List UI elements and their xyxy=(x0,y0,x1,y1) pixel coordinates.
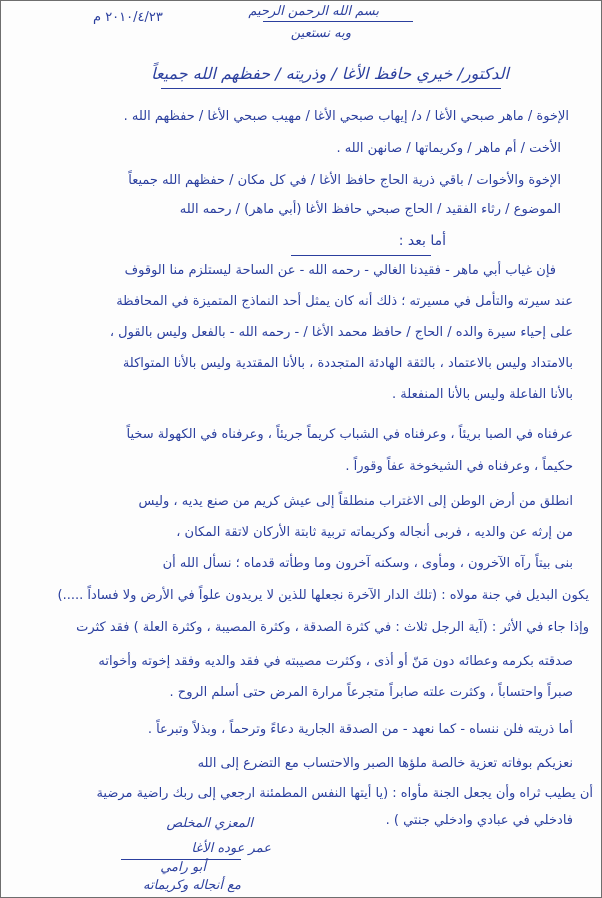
body-line: عرفناه في الصبا بريئاً ، وعرفناه في الشباب كريماً جريئاً ، وعرفناه في الكهولة سخياً xyxy=(126,427,573,442)
body-line: انطلق من أرض الوطن إلى الاغتراب منطلقاً إلى عيش كريم من صنع يديه ، وليس xyxy=(138,494,573,509)
basmala: بسم الله الرحمن الرحيم xyxy=(248,4,379,19)
signature-label: المعزي المخلص xyxy=(166,816,253,831)
body-line: أن يطيب ثراه وأن يجعل الجنة مأواه : (يا أيتها النفس المطمئنة ارجعي إلى ربك راضية مرضية xyxy=(96,786,593,801)
family-line: الإخوة والأخوات / باقي ذرية الحاج حافظ الأغا / في كل مكان / حفظهم الله جميعاً xyxy=(128,173,561,188)
body-line: بالامتداد وليس بالاعتماد ، بالثقة الهادئة المتجددة ، بالأنا المقتدية وليس بالأنا المتواكلة xyxy=(122,356,573,371)
invocation: وبه نستعين xyxy=(290,26,351,41)
amma-baad: أما بعد : xyxy=(398,233,446,249)
subject-line: الموضوع / رثاء الفقيد / الحاج صبحي حافظ الأغا (أبي ماهر) / رحمه الله xyxy=(179,202,561,217)
sister-line: الأخت / أم ماهر / وكريماتها / صانهن الله . xyxy=(336,141,561,156)
signature-with: مع أنجاله وكريماته xyxy=(143,878,241,893)
body-line: على إحياء سيرة والده / الحاج / حافظ محمد الأغا / - رحمه الله - بالفعل وليس بالقول ، xyxy=(109,325,573,340)
main-addressee: الدكتور/ خيري حافظ الأغا / وذريته / حفظهم الله جميعاً xyxy=(151,64,509,83)
signature-name: عمر عوده الأغا xyxy=(191,841,271,856)
basmala-underline xyxy=(263,21,413,22)
letter-date: ٢٠١٠/٤/٢٣ م xyxy=(93,10,163,25)
body-line: بالأنا الفاعلة وليس بالأنا المنفعلة . xyxy=(392,387,573,402)
body-line: صدقته بكرمه وعطائه دون مَنّ أو أذى ، وكثرت مصيبته في فقد والديه وفقد إخوته وأخواته xyxy=(98,654,573,669)
body-line: وإذا جاء في الأثر : (آية الرجل ثلاث : في كثرة الصدقة ، وكثرة المصيبة ، وكثرة العلة ) فقد كثرت xyxy=(76,620,589,635)
body-line: نعزيكم بوفاته تعزية خالصة ملؤها الصبر والاحتساب مع التضرع إلى الله xyxy=(197,756,573,771)
brothers-line: الإخوة / ماهر صبحي الأغا / د/ إيهاب صبحي الأغا / مهيب صبحي الأغا / حفظهم الله . xyxy=(123,109,569,124)
body-line: من إرثه عن والديه ، فربى أنجاله وكريماته تربية ثابتة الأركان لاتقة المكان ، xyxy=(176,525,573,540)
body-line: صبراً واحتساباً ، وكثرت علته صابراً متجرعاً مرارة المرض حتى أسلم الروح . xyxy=(169,685,573,700)
body-line: أما ذريته فلن ننساه - كما نعهد - من الصدقة الجارية دعاءً وترحماً ، وبذلاً وتبرعاً . xyxy=(147,722,573,737)
body-line: بنى بيتاً رآه الآخرون ، ومأوى ، وسكنه آخرون وما وطأته قدماه ؛ نسأل الله أن xyxy=(162,556,573,571)
signature-kunya: أبو رامي xyxy=(160,860,206,875)
main-addressee-underline xyxy=(161,88,501,89)
body-line: عند سيرته والتأمل في مسيرته ؛ ذلك أنه كان يمثل أحد النماذج المتميزة في المحافظة xyxy=(116,294,573,309)
amma-baad-underline xyxy=(291,255,431,256)
body-line: فادخلي في عبادي وادخلي جنتي ) . xyxy=(385,813,573,828)
body-line: فإن غياب أبي ماهر - فقيدنا الغالي - رحمه الله - عن الساحة ليستلزم منا الوقوف xyxy=(124,263,556,278)
body-line: حكيماً ، وعرفناه في الشيخوخة عفاً وقوراً . xyxy=(345,459,573,474)
body-line: يكون البديل في جنة مولاه : (تلك الدار الآخرة نجعلها للذين لا يريدون علواً في الأرض ولا فساداً .....) xyxy=(57,588,589,603)
